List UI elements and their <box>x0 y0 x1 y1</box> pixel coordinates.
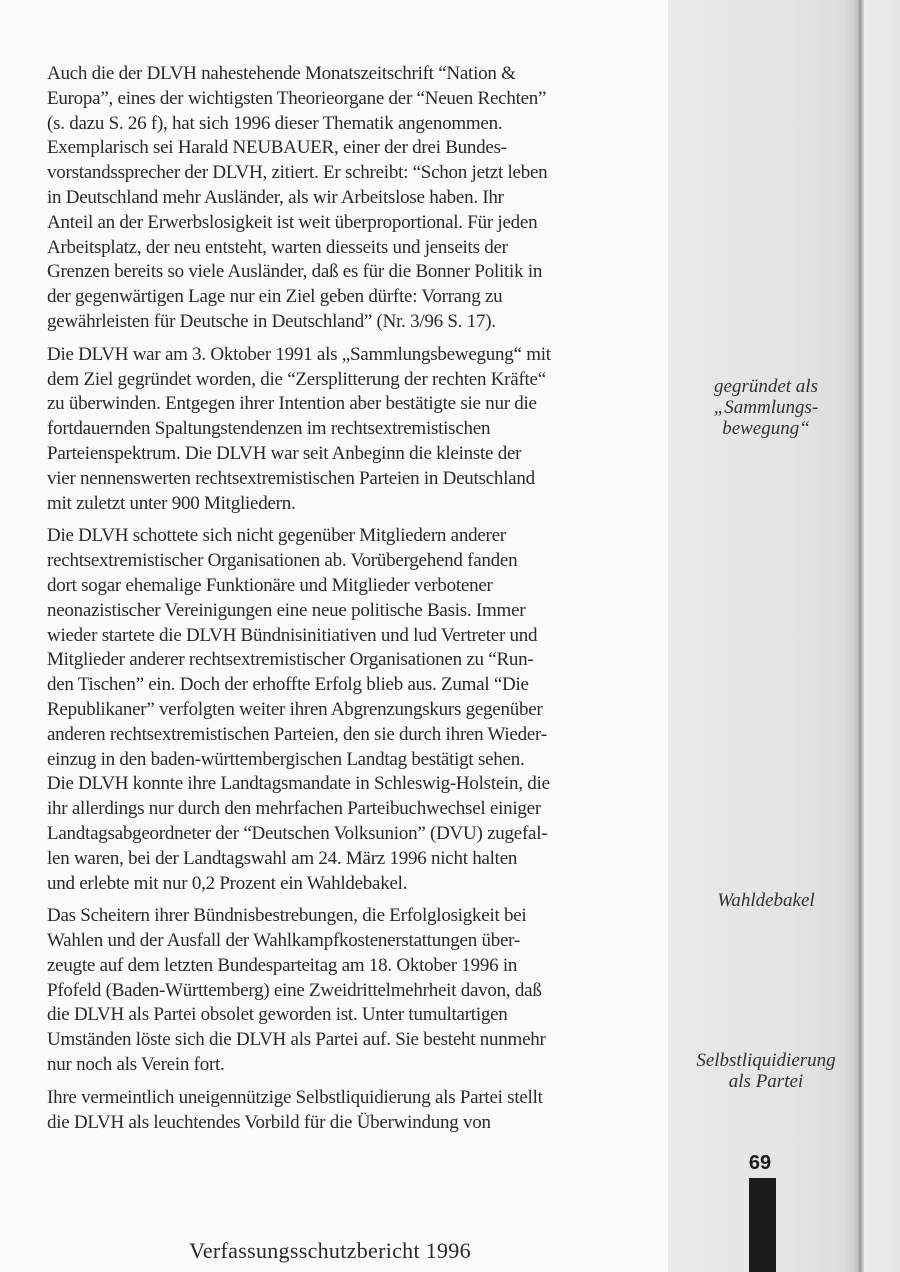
paragraph <box>47 904 647 1078</box>
text-line: Landtagsabgeordneter der “Deutschen Volksunion” (DVU) zugefal- <box>47 822 548 844</box>
paragraph <box>47 524 647 896</box>
running-footer: Verfassungsschutzbericht 1996 <box>189 1238 471 1263</box>
text-line: in Deutschland mehr Ausländer, als wir Arbeitslose haben. Ihr <box>47 186 504 208</box>
text-line: Parteienspektrum. Die DLVH war seit Anbeginn die kleinste der <box>47 442 522 464</box>
text-line: die DLVH als Partei obsolet geworden ist. Unter tumultartigen <box>47 1004 508 1026</box>
text-line: Auch die der DLVH nahestehende Monatszeitschrift “Nation & <box>47 63 516 84</box>
text-line: dort sogar ehemalige Funktionäre und Mitglieder verbotener <box>47 574 493 596</box>
text-line: vier nennenswerten rechtsextremistischen Parteien in Deutschland <box>47 467 535 489</box>
text-line: Republikaner” verfolgten weiter ihren Abgrenzungskurs gegenüber <box>47 698 543 720</box>
margin-note-line: bewegung“ <box>722 418 810 439</box>
margin-note-line: gegründet als <box>714 376 818 397</box>
text-line: rechtsextremistischer Organisationen ab. Vorübergehend fanden <box>47 550 518 572</box>
text-line: zeugte auf dem letzten Bundesparteitag am 18. Oktober 1996 in <box>47 954 518 976</box>
text-line: Mitglieder anderer rechtsextremistischer Organisationen zu “Run- <box>47 649 534 671</box>
text-line: den Tischen” ein. Doch der erhoffte Erfolg blieb aus. Zumal “Die <box>47 674 529 696</box>
text-line: und erlebte mit nur 0,2 Prozent ein Wahldebakel. <box>47 872 408 894</box>
text-line: ihr allerdings nur durch den mehrfachen Parteibuchwechsel einiger <box>47 798 541 820</box>
text-line: (s. dazu S. 26 f), hat sich 1996 dieser Thematik angenommen. <box>47 112 503 134</box>
text-line: der gegenwärtigen Lage nur ein Ziel geben dürfte: Vorrang zu <box>47 286 503 308</box>
text-line: Exemplarisch sei Harald NEUBAUER, einer der drei Bundes- <box>47 137 507 159</box>
text-line: neonazistischer Vereinigungen eine neue politische Basis. Immer <box>47 599 526 621</box>
paragraph <box>47 343 647 517</box>
text-line: nur noch als Verein fort. <box>47 1054 225 1076</box>
text-line: Die DLVH war am 3. Oktober 1991 als „Sammlungsbewegung“ mit <box>47 343 551 365</box>
margin-note-line: „Sammlungs- <box>713 397 819 418</box>
text-line: fortdauernden Spaltungstendenzen im rechtsextremistischen <box>47 418 491 440</box>
text-line: Europa”, eines der wichtigsten Theorieorgane der “Neuen Rechten” <box>47 87 547 109</box>
text-line: anderen rechtsextremistischen Parteien, den sie durch ihren Wieder- <box>47 723 547 745</box>
thumb-index-bar <box>749 1178 776 1272</box>
margin-note-gegruendet <box>676 376 856 439</box>
page-edge-shadow <box>856 0 864 1272</box>
text-line: vorstandssprecher der DLVH, zitiert. Er schreibt: “Schon jetzt leben <box>47 162 548 184</box>
text-line: Grenzen bereits so viele Ausländer, daß es für die Bonner Politik in <box>47 261 543 283</box>
text-line: einzug in den baden-württembergischen Landtag bestätigt sehen. <box>47 748 525 770</box>
text-line: Die DLVH schottete sich nicht gegenüber Mitgliedern anderer <box>47 525 506 547</box>
margin-note-line: als Partei <box>728 1071 804 1092</box>
margin-note-line: Selbstliquidierung <box>696 1050 836 1071</box>
text-line: Wahlen und der Ausfall der Wahlkampfkostenerstattungen über- <box>47 930 520 952</box>
text-line: wieder startete die DLVH Bündnisinitiativen und lud Vertreter und <box>47 624 538 646</box>
text-line: die DLVH als leuchtendes Vorbild für die Überwindung von <box>47 1111 491 1133</box>
main-text <box>47 62 647 1135</box>
text-line: Die DLVH konnte ihre Landtagsmandate in Schleswig-Holstein, die <box>47 773 550 795</box>
margin-note-selbstliquidierung <box>676 1050 856 1092</box>
margin-note-line: Wahldebakel <box>717 890 815 911</box>
text-line: dem Ziel gegründet worden, die “Zersplitterung der rechten Kräfte“ <box>47 368 546 390</box>
text-line: zu überwinden. Entgegen ihrer Intention aber bestätigte sie nur die <box>47 393 537 415</box>
text-line: mit zuletzt unter 900 Mitgliedern. <box>47 492 296 514</box>
text-line: Ihre vermeintlich uneigennützige Selbstliquidierung als Partei stellt <box>47 1086 543 1108</box>
margin-note-wahldebakel <box>676 890 856 911</box>
text-line: gewährleisten für Deutsche in Deutschland” (Nr. 3/96 S. 17). <box>47 310 496 332</box>
paragraph <box>47 62 647 335</box>
text-line: Das Scheitern ihrer Bündnisbestrebungen, die Erfolglosigkeit bei <box>47 905 527 927</box>
text-line: Arbeitsplatz, der neu entsteht, warten diesseits und jenseits der <box>47 236 508 258</box>
text-line: Umständen löste sich die DLVH als Partei auf. Sie besteht nunmehr <box>47 1029 546 1051</box>
text-line: Pfofeld (Baden-Württemberg) eine Zweidrittelmehrheit davon, daß <box>47 979 542 1001</box>
text-line: Anteil an der Erwerbslosigkeit ist weit überproportional. Für jeden <box>47 211 538 233</box>
paragraph <box>47 1086 647 1136</box>
text-line: len waren, bei der Landtagswahl am 24. März 1996 nicht halten <box>47 847 518 869</box>
page-number: 69 <box>748 1152 772 1174</box>
